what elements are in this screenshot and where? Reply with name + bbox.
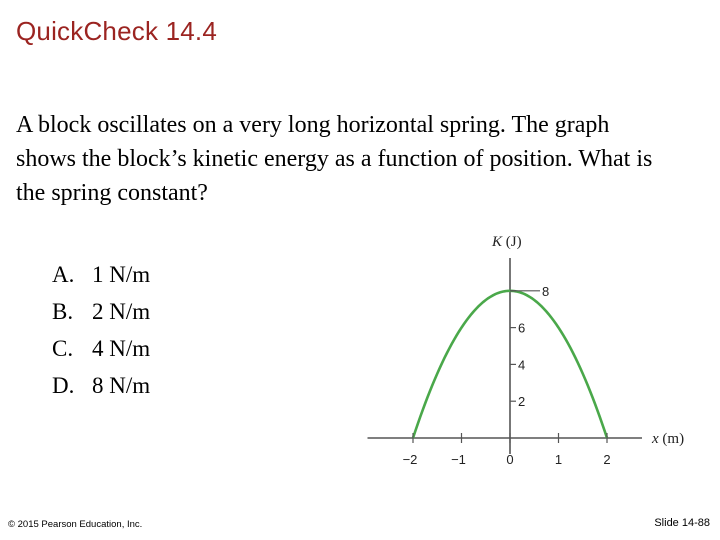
y-tick-label: 6	[518, 320, 526, 336]
choice-d	[52, 367, 150, 404]
x-tick-label: 1	[554, 452, 563, 467]
x-tick-label: 0	[506, 452, 514, 467]
choice-text: 4 N/m	[92, 336, 151, 361]
choice-letter: B.	[52, 299, 74, 324]
choice-text: 1 N/m	[92, 262, 151, 287]
y-axis-label: K (J)	[492, 234, 522, 250]
choice-b	[52, 293, 150, 330]
x-tick-label: 2	[603, 452, 611, 467]
x-axis-label: x (m)	[652, 431, 685, 447]
y-tick-label: 2	[518, 394, 526, 410]
x-tick-label: −1	[451, 452, 466, 467]
y-tick-label: 8	[542, 283, 550, 299]
slide-number: Slide 14-88	[654, 517, 710, 529]
choice-a	[52, 256, 150, 293]
answer-choices	[52, 256, 150, 404]
x-tick-label: −2	[402, 452, 418, 467]
kinetic-energy-graph	[350, 222, 710, 472]
choice-letter: D.	[52, 373, 75, 398]
choice-letter: C.	[52, 336, 74, 361]
choice-text: 8 N/m	[92, 373, 151, 398]
copyright-footer: © 2015 Pearson Education, Inc.	[8, 519, 143, 530]
slide-title: QuickCheck 14.4	[16, 16, 217, 46]
question-text: A block oscillates on a very long horizontal spring. The graph shows the block’s kinetic energy as a function of position. What is the spring constant?	[16, 112, 653, 206]
choice-text: 2 N/m	[92, 299, 151, 324]
y-tick-label: 4	[518, 357, 526, 373]
choice-c	[52, 330, 150, 367]
choice-letter: A.	[52, 262, 75, 287]
